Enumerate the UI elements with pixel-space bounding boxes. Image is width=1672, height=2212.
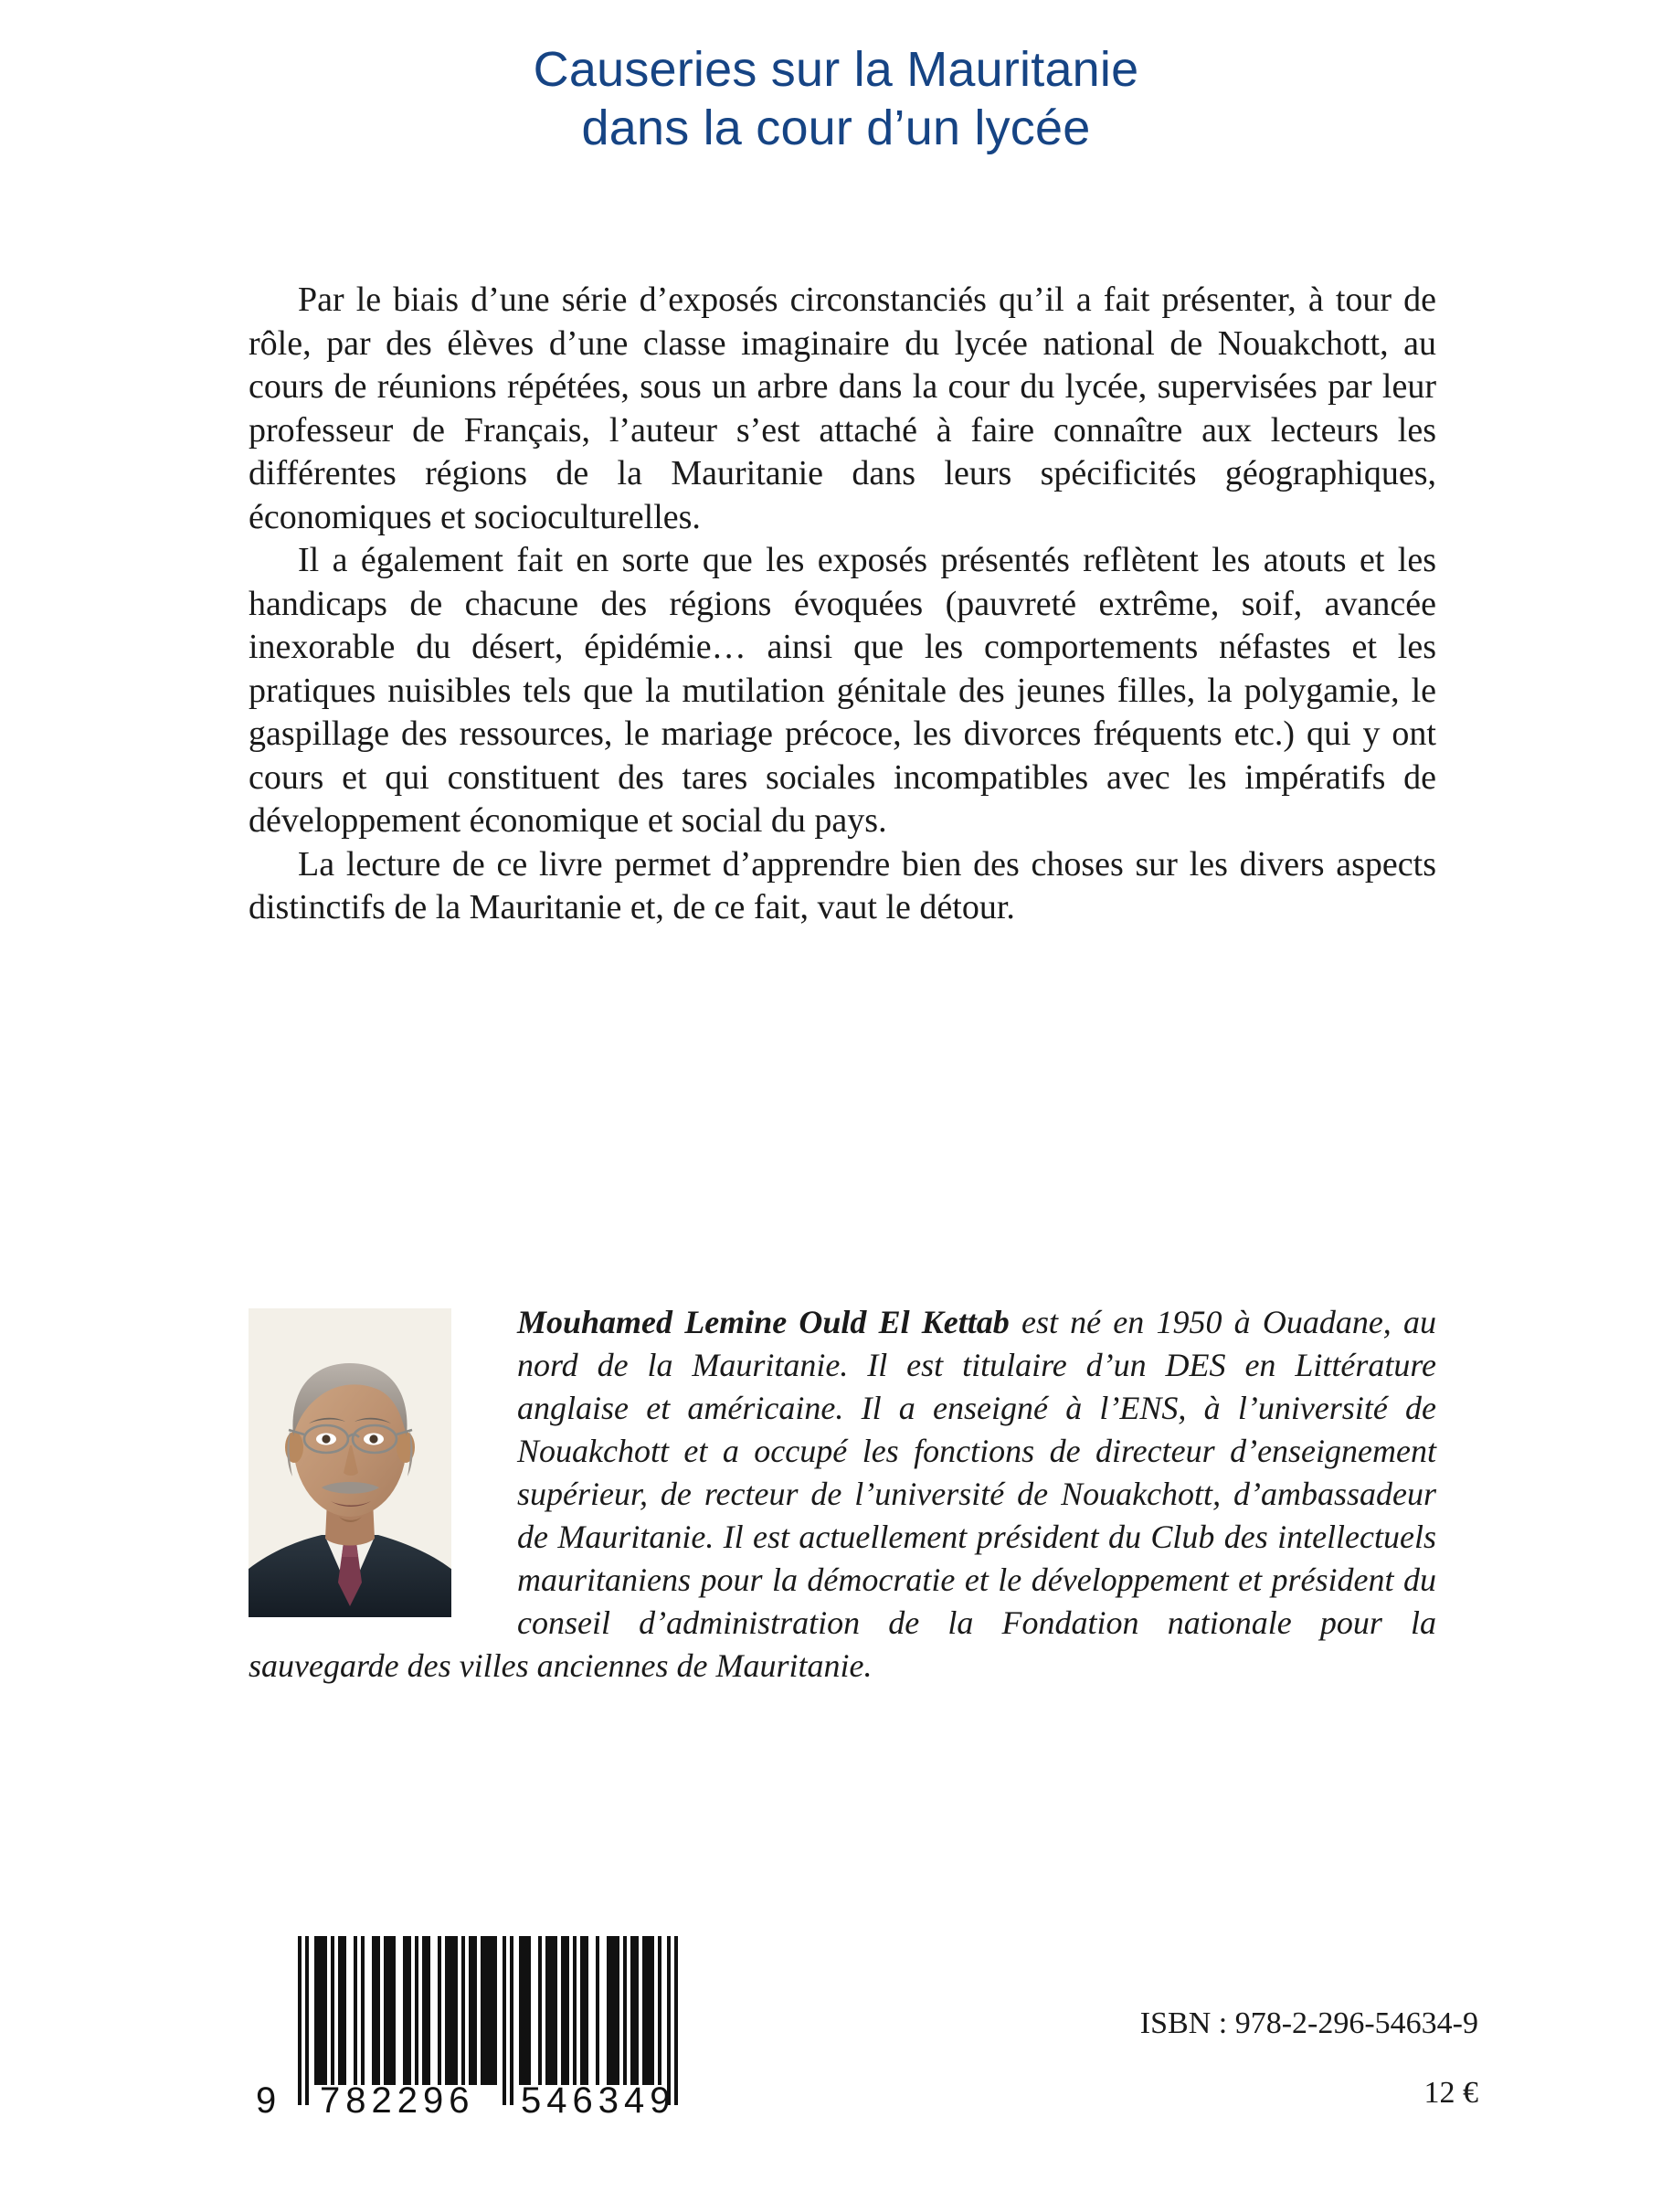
- book-title-line-2: dans la cour d’un lycée: [581, 101, 1091, 155]
- book-title-line-1: Causeries sur la Mauritanie: [533, 42, 1139, 97]
- isbn-price-block: [1140, 2001, 1478, 2116]
- barcode-left-group: 782296: [320, 2080, 475, 2121]
- blurb-paragraph-1: Par le biais d’une série d’exposés circonstanciés qu’il a fait présenter, à tour de rôle, par des élèves d’une classe imaginaire du lycée national de Nouakchott, au cours de réunions répétées, sous un arbre dans la cour du lycée, supervisées par leur professeur de Français, l’auteur s’est attaché à faire connaître aux lecteurs les différentes régions de la Mauritanie dans leurs spécificités géographiques, économiques et socioculturelles.: [249, 280, 1436, 536]
- author-photo: [249, 1308, 451, 1617]
- ean13-barcode: [236, 1916, 693, 2131]
- barcode-lead-digit: 9: [256, 2080, 277, 2121]
- author-name: Mouhamed Lemine Ould El Kettab: [517, 1304, 1010, 1340]
- price-text: 12 €: [1423, 2076, 1478, 2110]
- barcode-bars: [236, 1916, 693, 2131]
- book-title: [0, 40, 1672, 157]
- author-bio-block: [249, 1301, 1436, 1688]
- barcode-right-group: 546349: [521, 2080, 676, 2121]
- blurb-paragraph-2: Il a également fait en sorte que les exposés présentés reflètent les atouts et les handicaps de chacune des régions évoquées (pauvreté extrême, soif, avancée inexorable du désert, épidémie… ainsi que les comportements néfastes et les pratiques nuisibles tels que la mutilation génitale des jeunes filles, la polygamie, le gaspillage des ressources, le mariage précoce, les divorces fréquents etc.) qui y ont cours et qui constituent des tares sociales incompatibles avec les impératifs de développement économique et social du pays.: [249, 541, 1436, 840]
- author-portrait-image: [249, 1308, 451, 1617]
- barcode-graphic: [236, 1916, 693, 2131]
- back-cover-blurb: [249, 279, 1436, 930]
- isbn-text: ISBN : 978-2-296-54634-9: [1139, 2006, 1478, 2040]
- blurb-paragraph-3: La lecture de ce livre permet d’apprendre bien des choses sur les divers aspects distinctifs de la Mauritanie et, de ce fait, vaut le détour.: [249, 844, 1436, 926]
- author-bio-body: est né en 1950 à Ouadane, au nord de la Mauritanie. Il est titulaire d’un DES en Littérature anglaise et américaine. Il a enseigné à l’ENS, à l’université de Nouakchott et a occupé les fonctions de directeur d’enseignement supérieur, de recteur de l’université de Nouakchott, d’ambassadeur de Mauritanie. Il est actuellement président du Club des intellectuels mauritaniens pour la démocratie et le développement et président du conseil d’administration de la Fondation nationale pour la sauvegarde des villes anciennes de Mauritanie.: [249, 1304, 1436, 1684]
